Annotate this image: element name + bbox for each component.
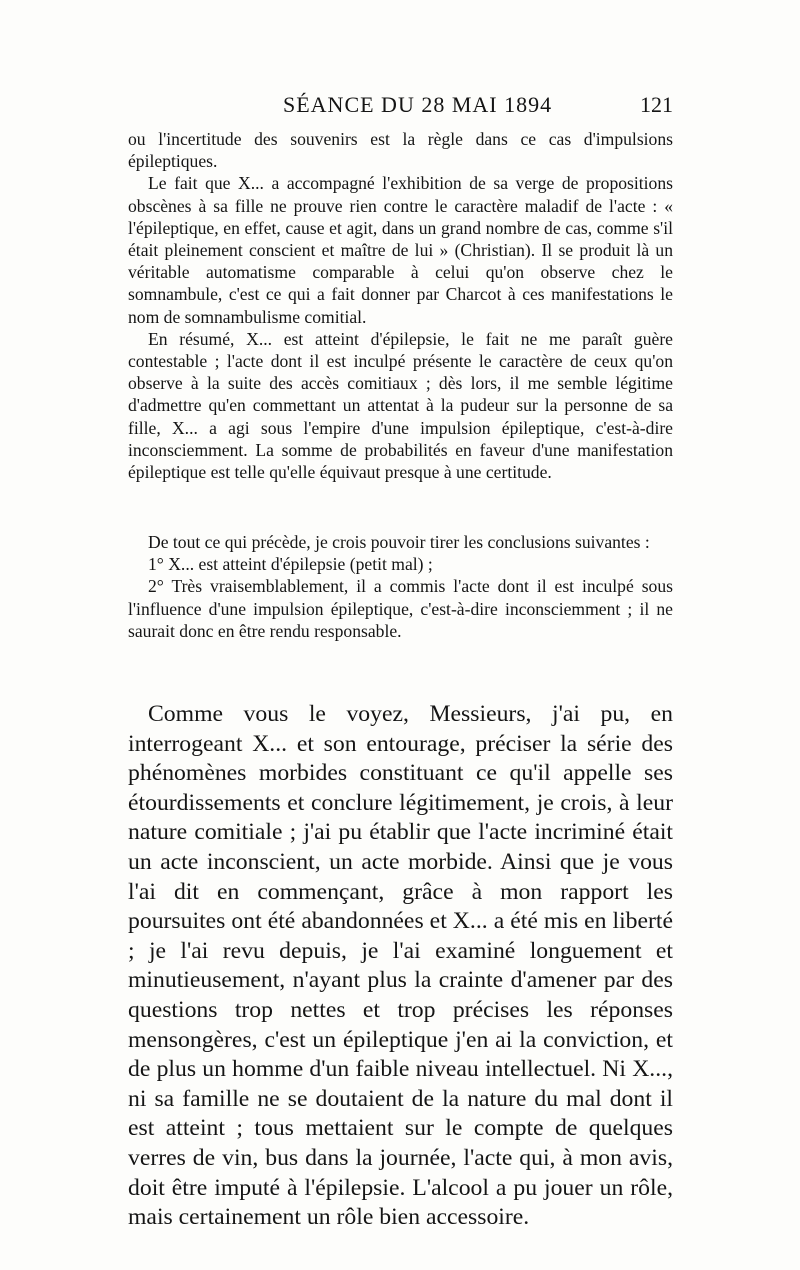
page-number: 121 bbox=[640, 92, 673, 117]
paragraph-comme-vous-le-voyez: Comme vous le voyez, Messieurs, j'ai pu, en interrogeant X... et son entourage, préciser la série des phénomènes morbides constituant ce qu'il appelle ses étourdissements et conclure légitimement, je crois, à leur nature comitiale ; j'ai pu établir que l'acte incriminé était un acte inconscient, un acte morbide. Ainsi que je vous l'ai dit en commençant, grâce à mon rapport les poursuites ont été abandonnées et X... a été mis en liberté ; je l'ai revu depuis, je l'ai examiné longuement et minutieusement, n'ayant plus la crainte d'amener par des questions trop nettes et trop précises les réponses mensongères, c'est un épileptique j'en ai la conviction, et de plus un homme d'un faible niveau intellectuel. Ni X..., ni sa famille ne se doutaient de la nature du mal dont il est atteint ; tous mettaient sur le compte de quelques verres de vin, bus dans la journée, l'acte qui, à mon avis, doit être imputé à l'épilepsie. L'alcool a pu jouer un rôle, mais certainement un rôle bien accessoire. bbox=[128, 701, 673, 1231]
conclusions-intro: De tout ce qui précède, je crois pouvoir tirer les conclusions suivantes : bbox=[148, 532, 650, 552]
paragraph-resume: En résumé, X... est atteint d'épilepsie, le fait ne me paraît guère contestable ; l'acte dont il est inculpé présente le caractère de ceux qu'on observe à la suite des accès comitiaux ; dès lors, il me semble légitime d'admettre qu'en commettant un attentat à la pudeur sur la personne de sa fille, X... a agi sous l'empire d'une impulsion épileptique, c'est-à-dire inconsciemment. La somme de probabilités en faveur d'une manifestation épileptique est telle qu'elle équivaut presque à une certitude. bbox=[128, 328, 673, 483]
conclusions-block bbox=[128, 531, 673, 642]
large-text-block bbox=[128, 700, 673, 1233]
small-text-block bbox=[128, 128, 673, 483]
conclusion-item-1: 1° X... est atteint d'épilepsie (petit mal) ; bbox=[148, 554, 433, 575]
header-title: SÉANCE DU 28 MAI 1894 bbox=[283, 92, 553, 117]
conclusion-item-2: 2° Très vraisemblablement, il a commis l'acte dont il est inculpé sous l'influence d'une impulsion épileptique, c'est-à-dire inconsciemment ; il ne saurait donc en être rendu responsable. bbox=[128, 576, 673, 641]
paragraph-somnambulisme: Le fait que X... a accompagné l'exhibition de sa verge de propositions obscènes à sa fille ne prouve rien contre le caractère maladif de l'acte : « l'épileptique, en effet, cause et agit, dans un grand nombre de cas, comme s'il était pleinement conscient et maître de lui » (Christian). Il se produit là un véritable automatisme comparable à celui qu'on observe chez le somnambule, c'est ce qui a fait donner par Charcot à ces manifestations le nom de somnambulisme comitial. bbox=[128, 173, 673, 327]
running-header bbox=[128, 92, 673, 122]
paragraph-continuation: ou l'incertitude des souvenirs est la règle dans ce cas d'impulsions épileptiques. bbox=[128, 129, 673, 172]
